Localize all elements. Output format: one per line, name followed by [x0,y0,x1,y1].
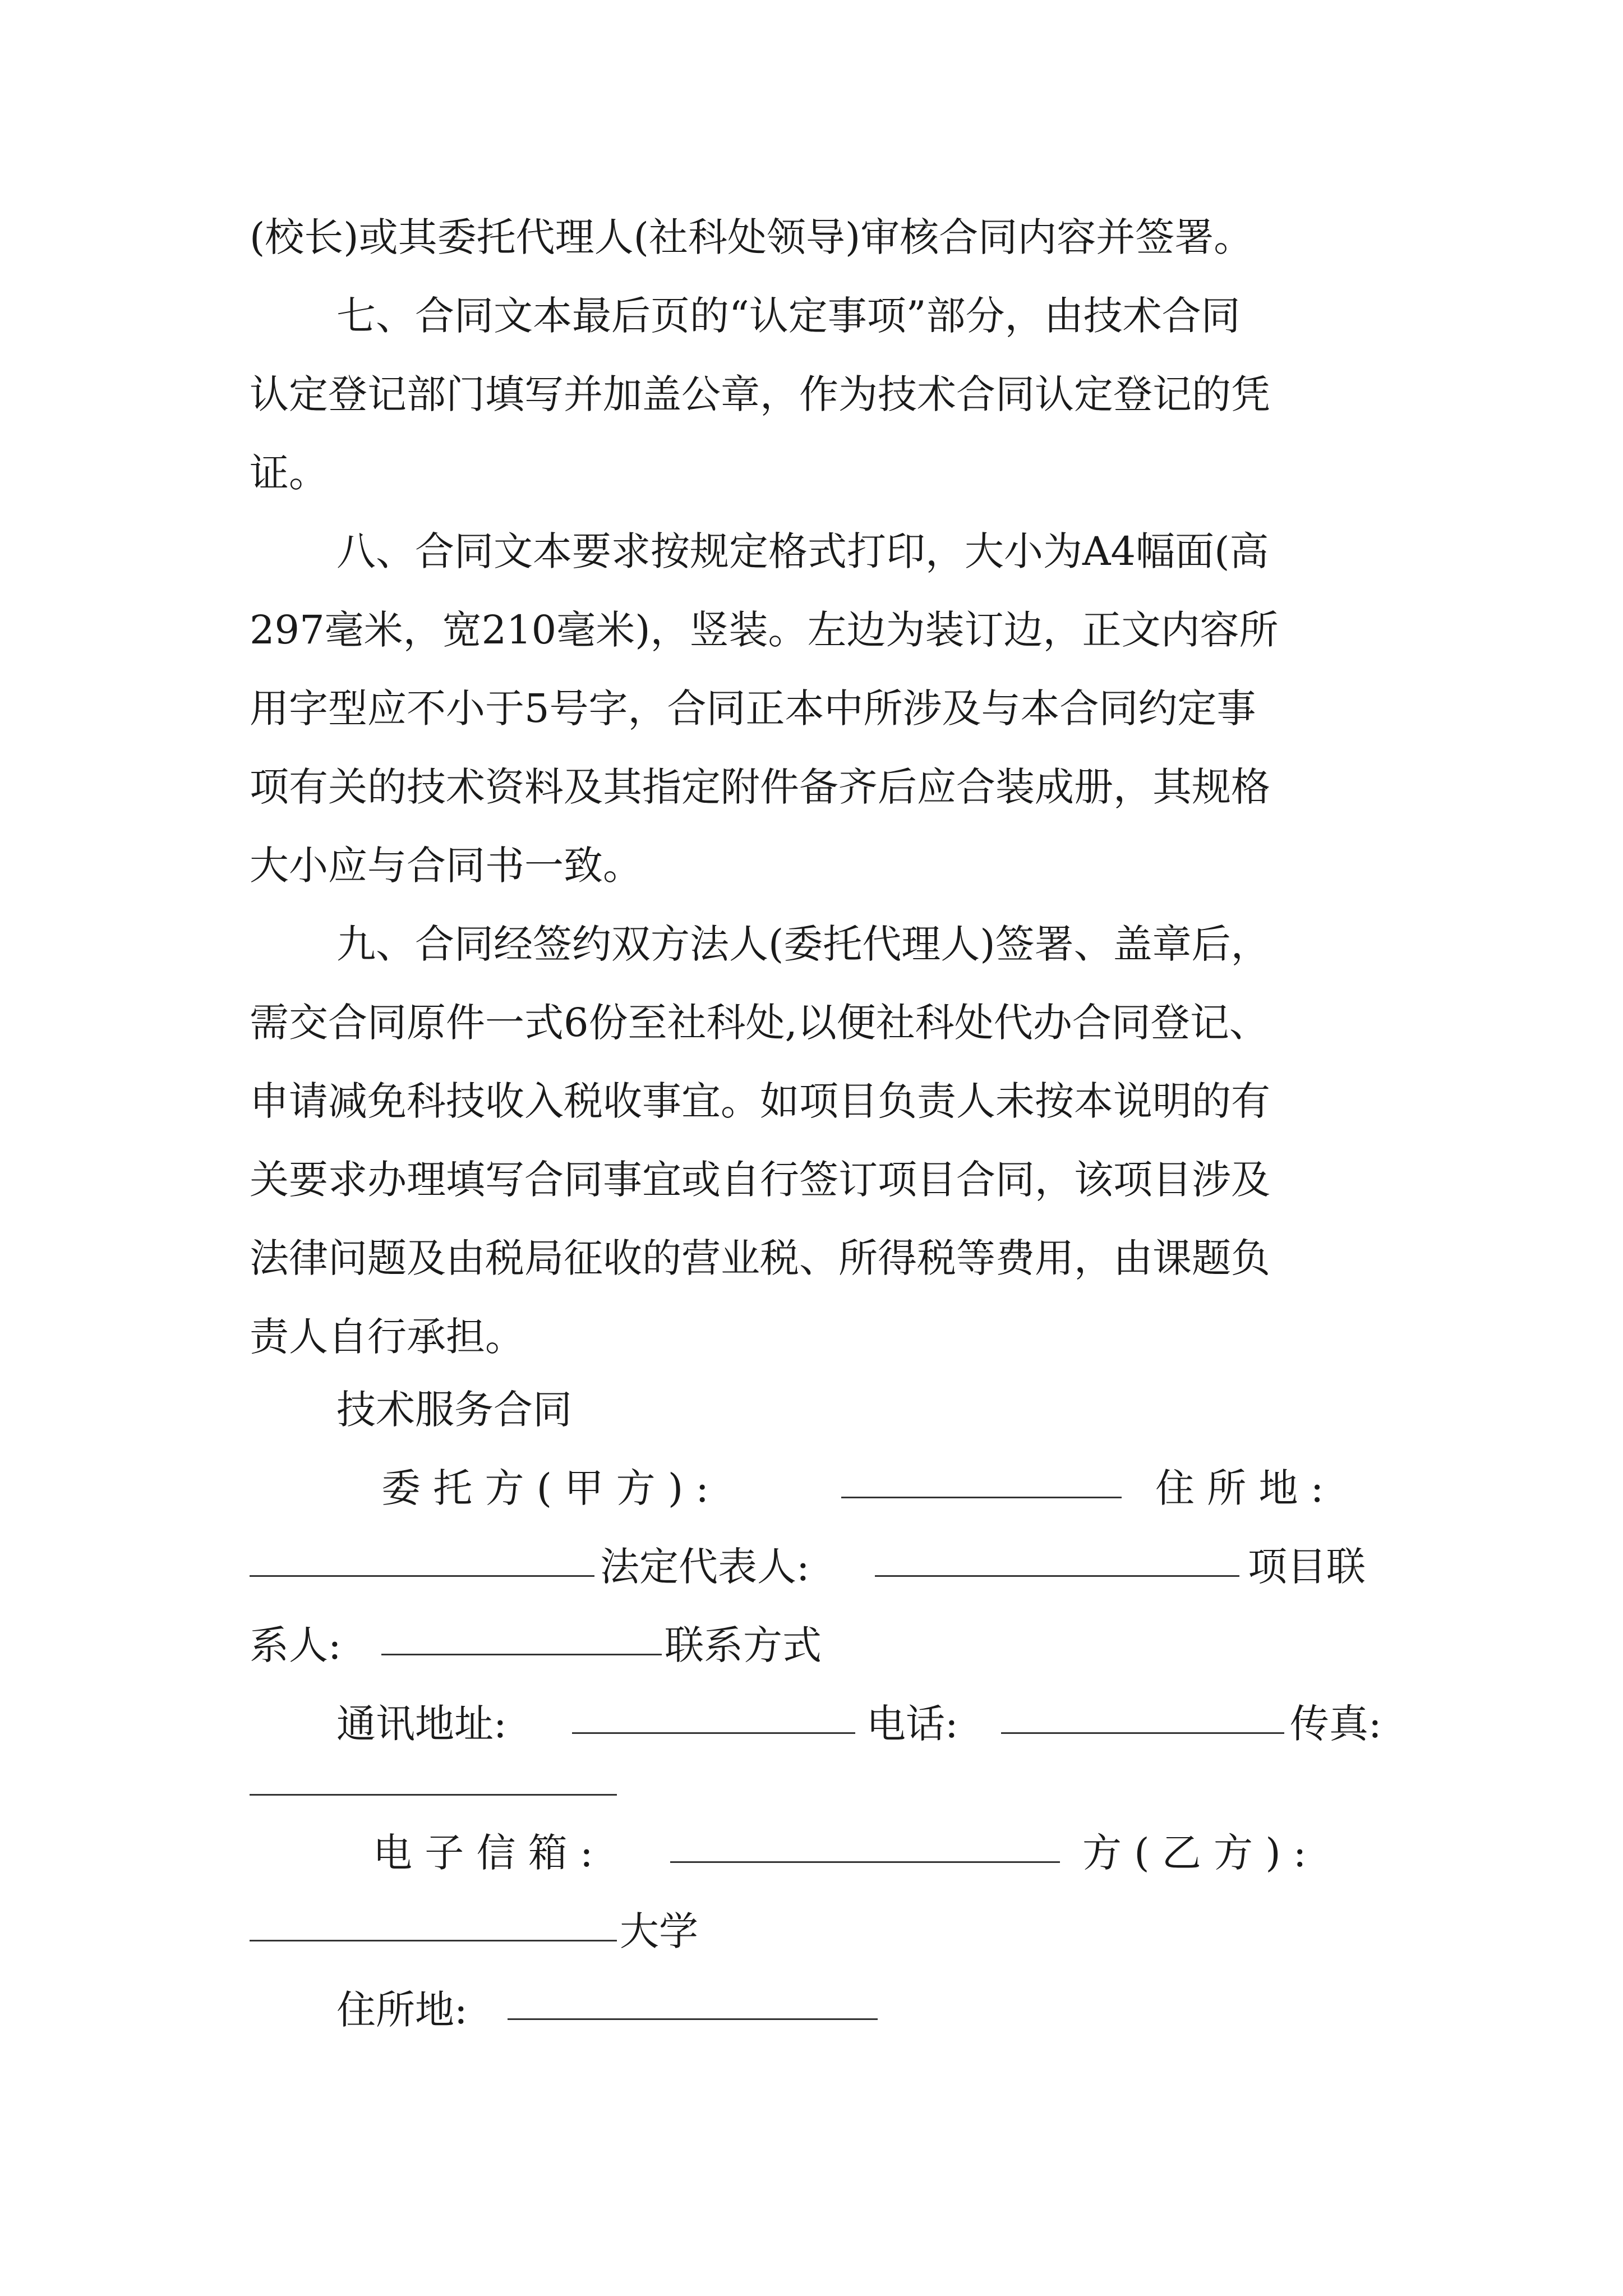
party-b-blank[interactable] [250,1940,617,1941]
para-six-tail: (校长)或其委托代理人(社科处领导)审核合同内容并签署。 [250,214,1253,260]
para-eight-line: 八、合同文本要求按规定格式打印，大小为A4幅面(高 [336,528,1269,574]
project-contact-label: 项目联 [1248,1544,1366,1590]
contract-title: 技术服务合同 [336,1387,572,1433]
para-nine-line: 责人自行承担。 [250,1314,524,1360]
party-b-address-label: 住所地: [336,1987,468,2033]
para-nine-line: 需交合同原件一式6份至社科处,以便社科处代办合同登记、 [250,1000,1269,1046]
legal-rep-blank[interactable] [875,1575,1239,1577]
mail-address-label: 通讯地址: [336,1701,507,1747]
para-seven-line: 认定登记部门填写并加盖公章，作为技术合同认定登记的凭 [250,371,1270,417]
phone-blank[interactable] [1001,1732,1284,1734]
para-eight-line: 大小应与合同书一致。 [250,843,642,889]
fax-blank[interactable] [250,1794,617,1796]
client-name-blank[interactable] [841,1497,1122,1498]
para-eight-line: 项有关的技术资料及其指定附件备齐后应合装成册，其规格 [250,764,1270,810]
para-eight-line: 297毫米，宽210毫米)，竖装。左边为装订边，正文内容所 [250,607,1279,653]
para-nine-line: 九、合同经签约双方法人(委托代理人)签署、盖章后， [336,921,1270,967]
para-seven-line: 证。 [250,450,328,496]
project-contact-label-cont: 系人: [250,1622,342,1668]
address-blank[interactable] [250,1575,594,1577]
university-suffix: 大学 [620,1908,698,1954]
project-contact-blank[interactable] [381,1654,662,1655]
address-label: 住 所 地 : [1155,1465,1324,1511]
para-seven-line: 七、合同文本最后页的“认定事项”部分，由技术合同 [336,293,1241,339]
para-nine-line: 申请减免科技收入税收事宜。如项目负责人未按本说明的有 [250,1078,1270,1124]
email-blank[interactable] [670,1861,1060,1863]
para-nine-line: 关要求办理填写合同事宜或自行签订项目合同，该项目涉及 [250,1157,1270,1203]
phone-label: 电话: [866,1701,958,1747]
fax-label: 传真: [1290,1701,1382,1747]
party-b-address-blank[interactable] [508,2018,878,2020]
legal-rep-label: 法定代表人: [600,1544,810,1590]
client-label: 委 托 方 ( 甲 方 ) : [381,1465,709,1511]
contact-method-label: 联系方式 [665,1622,822,1668]
mail-address-blank[interactable] [572,1732,855,1734]
para-nine-line: 法律问题及由税局征收的营业税、所得税等费用，由课题负 [250,1235,1270,1281]
party-b-label: 方 ( 乙 方 ) : [1082,1830,1307,1876]
email-label: 电 子 信 箱 : [373,1830,593,1876]
para-eight-line: 用字型应不小于5号字，合同正本中所涉及与本合同约定事 [250,685,1256,731]
